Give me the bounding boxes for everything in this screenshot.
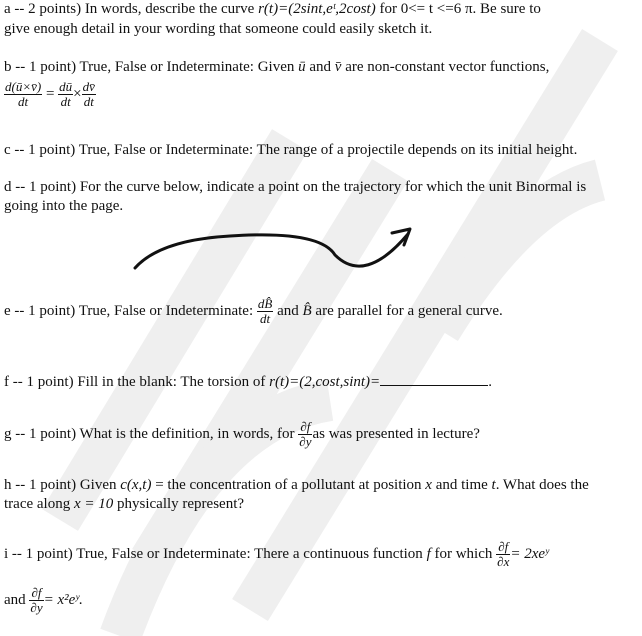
- question-f-end: .: [488, 374, 492, 390]
- dfdy2-den: ∂y: [30, 600, 43, 615]
- lhs-num: d(ū×v̄): [5, 79, 42, 94]
- question-e-tail: are parallel for a general curve.: [311, 302, 503, 319]
- lhs-den: dt: [4, 94, 42, 109]
- dfdx-fraction: [496, 540, 510, 569]
- question-i-rhs2: = x²eʸ.: [43, 591, 83, 608]
- dv-num: dv̄: [82, 79, 95, 94]
- h-l1a: h -- 1 point) Given: [4, 477, 121, 493]
- question-a-range: for 0<= t <=6 π. Be sure to: [375, 1, 541, 17]
- function-f: f: [426, 545, 431, 562]
- vector-u: ū: [298, 59, 306, 75]
- equals-sign: =: [45, 85, 55, 102]
- question-g-tail: as was presented in lecture?: [312, 425, 480, 442]
- question-a-prefix: a -- 2 points) In words, describe the curve: [4, 1, 259, 17]
- question-f: [4, 371, 492, 392]
- dfdy-num: ∂f: [300, 419, 311, 434]
- dfdx-den: ∂x: [497, 554, 510, 569]
- dfdy-den: ∂y: [299, 434, 312, 449]
- h-l2b: x = 10: [73, 496, 114, 512]
- dfdx-num: ∂f: [498, 539, 509, 554]
- question-a-curve: r(t)=(2sint,eᵗ,2cost): [258, 1, 376, 17]
- question-i-rhs1: = 2xeʸ: [510, 545, 549, 562]
- h-l2c: physically represent?: [113, 496, 245, 512]
- dv-den: dt: [82, 94, 96, 109]
- du-num: dū: [59, 79, 73, 94]
- question-d-line1: d -- 1 point) For the curve below, indicate a point on the trajectory for which the unit Binormal is: [4, 179, 587, 195]
- dfdy-fraction: [298, 420, 312, 449]
- dfdy2-fraction: [29, 586, 43, 615]
- dB-den: dt: [257, 311, 273, 326]
- h-l1d: . What does the: [495, 477, 589, 493]
- question-b-tail: are non-constant vector functions,: [341, 59, 550, 75]
- question-f-curve: r(t)=(2,cost,sint)=: [269, 374, 381, 390]
- question-i-and: and: [4, 591, 30, 608]
- dB-num: dB̂: [257, 296, 273, 311]
- question-i-text: i -- 1 point) True, False or Indeterminate: There a continuous function: [4, 545, 427, 562]
- question-e-and: and: [273, 302, 303, 319]
- trajectory-curve: [135, 234, 408, 268]
- dfdy2-num: ∂f: [31, 585, 42, 600]
- h-cxt: c(x,t): [120, 477, 152, 493]
- question-h-line2: [4, 495, 244, 514]
- h-t: t: [491, 477, 496, 493]
- question-g-text: g -- 1 point) What is the definition, in words, for: [4, 425, 299, 442]
- question-e-text: e -- 1 point) True, False or Indeterminate:: [4, 302, 257, 319]
- h-l2a: trace along: [4, 496, 74, 512]
- question-i: [4, 540, 549, 569]
- times-sign: ×: [73, 85, 82, 102]
- answer-blank[interactable]: [380, 371, 488, 386]
- question-b-and: and: [305, 59, 335, 75]
- question-f-text: f -- 1 point) Fill in the blank: The torsion of: [4, 374, 270, 390]
- question-i-line2: [4, 586, 83, 615]
- question-e: [4, 297, 503, 326]
- question-i-mid: for which: [430, 545, 497, 562]
- h-l1b: = the concentration of a pollutant at position: [151, 477, 426, 493]
- question-c: c -- 1 point) True, False or Indeterminate: The range of a projectile depends on its initial height.: [4, 142, 578, 158]
- question-d-line2: going into the page.: [4, 198, 124, 214]
- dB-fraction: [257, 297, 273, 326]
- h-l1c: and time: [431, 477, 492, 493]
- question-b-text: b -- 1 point) True, False or Indeterminate: Given: [4, 59, 299, 75]
- question-h-line1: [4, 476, 589, 495]
- binormal-B: B̂: [302, 302, 312, 319]
- h-x: x: [425, 477, 432, 493]
- question-a-line2: give enough detail in your wording that someone could easily sketch it.: [4, 21, 433, 37]
- question-g: [4, 420, 480, 449]
- vector-v: v̄: [334, 59, 342, 75]
- du-den: dt: [58, 94, 73, 109]
